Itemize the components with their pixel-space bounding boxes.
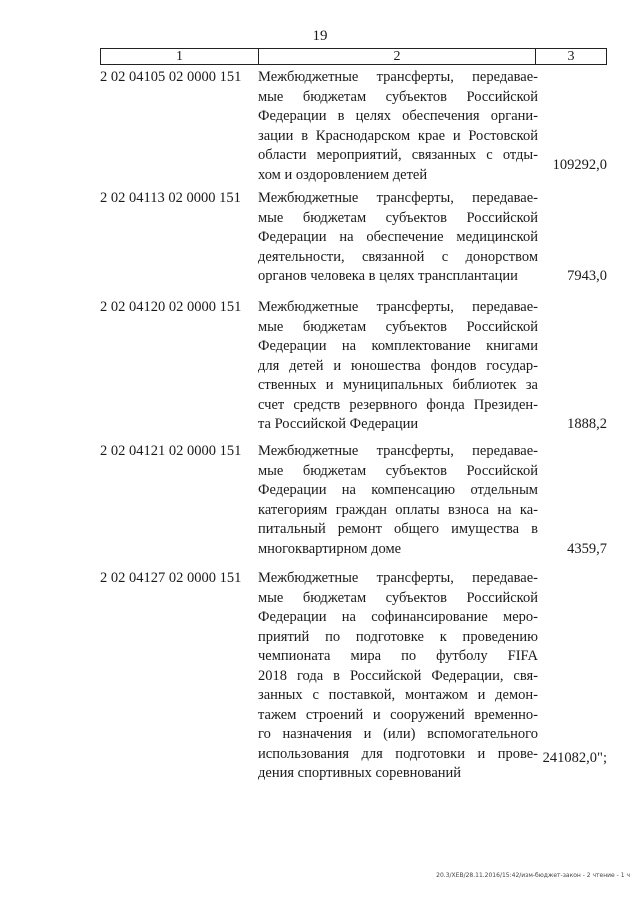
row-amount: 4359,7: [567, 541, 607, 557]
description-line: питальный ремонт общего имущества в: [258, 521, 538, 537]
description-line: Межбюджетные трансферты, передавае-: [258, 69, 538, 85]
description-line: приятий по подготовке к проведению: [258, 628, 538, 645]
row-amount: 109292,0: [552, 157, 607, 173]
description-line: Межбюджетные трансферты, передавае-: [258, 190, 538, 206]
description-line: использования для подготовки и прове-: [258, 745, 538, 762]
description-line: 2018 года в Российской Федерации, свя-: [258, 667, 538, 684]
row-amount: 1888,2: [567, 416, 607, 432]
description-line: ственных и муниципальных библиотек за: [258, 377, 538, 393]
description-line: Межбюджетные трансферты, передавае-: [258, 299, 538, 315]
header-col-1: 1: [101, 49, 259, 64]
header-col-3: 3: [567, 49, 575, 64]
budget-code: 2 02 04113 02 0000 151: [100, 190, 241, 206]
header-col-2: 2: [259, 49, 536, 64]
description-line: Федерации на софинансирование меро-: [258, 609, 538, 625]
description-line: деятельности, связанной с донорством: [258, 248, 538, 265]
description-line: Федерации на обеспечение медицинской: [258, 229, 538, 245]
description-line: занных с поставкой, монтажом и демон-: [258, 687, 538, 703]
row-description: [258, 442, 538, 559]
description-line: мые бюджетам субъектов Российской: [258, 209, 538, 226]
description-line: мые бюджетам субъектов Российской: [258, 318, 538, 335]
description-line: области мероприятий, связанных с отды-: [258, 147, 538, 163]
row-amount: 241082,0";: [542, 750, 607, 766]
description-line: та Российской Федерации: [258, 416, 419, 432]
page-number: 19: [312, 28, 328, 44]
description-line: го назначения и (или) вспомогательного: [258, 726, 538, 742]
row-description: [258, 189, 538, 287]
description-line: для детей и юношества фондов государ-: [258, 357, 538, 374]
description-line: Межбюджетные трансферты, передавае-: [258, 443, 538, 459]
description-line: категориям граждан оплаты взноса на ка-: [258, 501, 538, 518]
footer-file-stamp: 20.3/ХЕВ/28.11.2016/15:42/изм-бюджет-закон - 2 чтение - 1 ч: [436, 872, 630, 879]
description-line: мые бюджетам субъектов Российской: [258, 589, 538, 606]
description-line: чемпионата мира по футболу FIFA: [258, 648, 538, 664]
description-line: органов человека в целях трансплантации: [258, 268, 518, 284]
budget-code: 2 02 04105 02 0000 151: [100, 69, 242, 85]
budget-code: 2 02 04120 02 0000 151: [100, 299, 242, 315]
row-description: [258, 569, 538, 784]
description-line: Федерации на комплектование книгами: [258, 338, 538, 354]
description-line: счет средств резервного фонда Президен-: [258, 396, 538, 413]
description-line: мые бюджетам субъектов Российской: [258, 462, 538, 479]
description-line: мые бюджетам субъектов Российской: [258, 88, 538, 105]
row-description: [258, 298, 538, 435]
description-line: Федерации на компенсацию отдельным: [258, 482, 538, 498]
row-amount: 7943,0: [567, 268, 607, 284]
description-line: тажем строений и сооружений временно-: [258, 706, 538, 723]
description-line: многоквартирном доме: [258, 540, 402, 557]
row-description: [258, 68, 538, 185]
description-line: Межбюджетные трансферты, передавае-: [258, 570, 538, 586]
description-line: дения спортивных соревнований: [258, 765, 462, 781]
description-line: зации в Краснодарском крае и Ростовской: [258, 127, 538, 144]
budget-code: 2 02 04127 02 0000 151: [100, 570, 242, 586]
description-line: хом и оздоровлением детей: [258, 166, 428, 183]
description-line: Федерации в целях обеспечения органи-: [258, 108, 538, 124]
table-header: [100, 48, 607, 65]
budget-code: 2 02 04121 02 0000 151: [100, 443, 242, 459]
